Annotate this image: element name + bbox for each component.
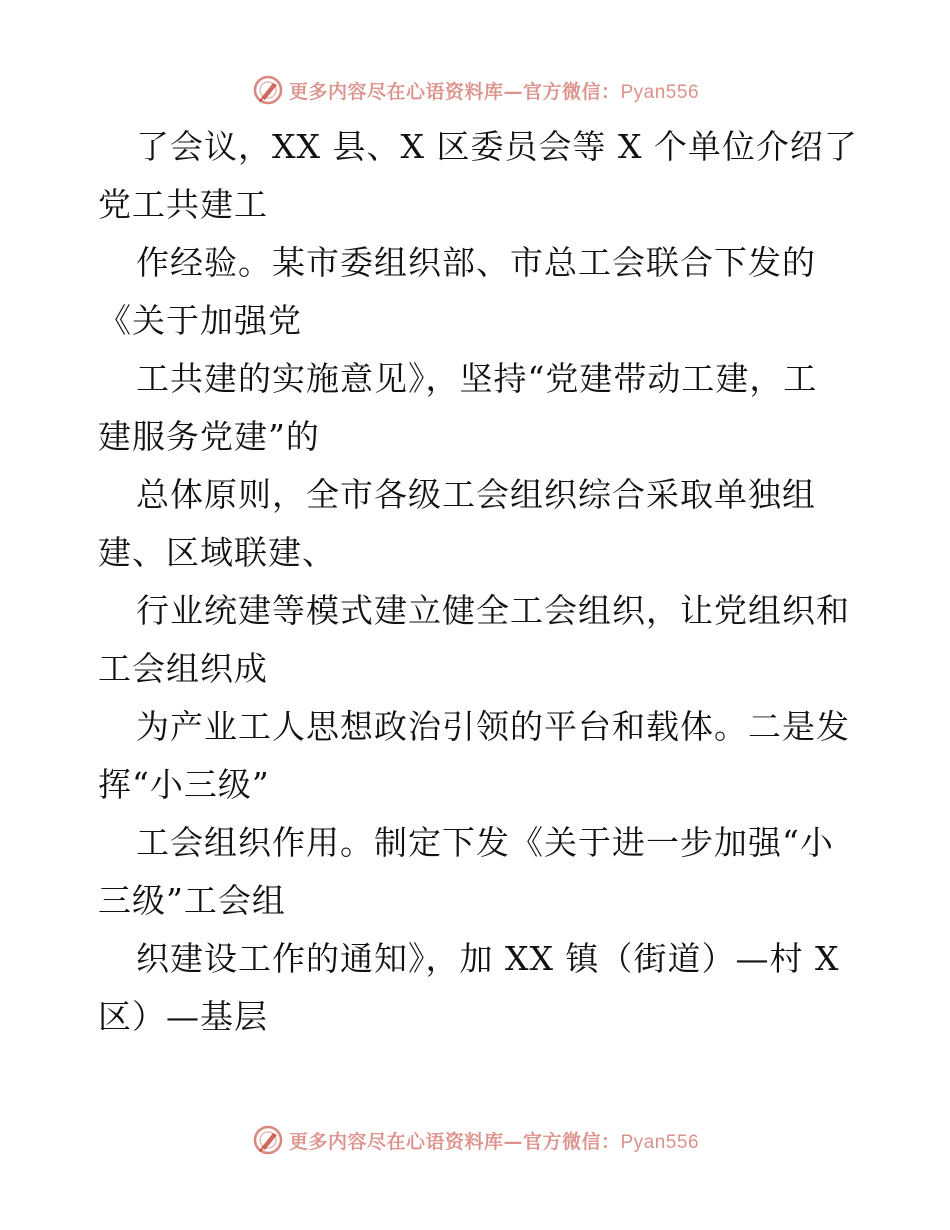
text-line: 作经验。某市委组织部、市总工会联合下发的 (136, 243, 816, 282)
text-line: 建服务党建”的 (98, 417, 320, 456)
quill-pen-seal-icon (251, 73, 285, 107)
quill-pen-seal-icon (251, 1123, 285, 1157)
text-line: 为产业工人思想政治引领的平台和载体。二是发 (136, 707, 850, 746)
watermark-text: 更多内容尽在心语资料库—官方微信： (288, 1130, 621, 1153)
text-line: 党工共建工 (98, 185, 268, 224)
watermark-text: 更多内容尽在心语资料库—官方微信： (288, 80, 621, 103)
text-line: 区）—基层 (98, 997, 268, 1036)
text-line: 建、区域联建、 (98, 533, 336, 572)
text-line: 工共建的实施意见》，坚持“党建带动工建，工 (136, 359, 818, 398)
text-line: 织建设工作的通知》，加 XX 镇（街道）—村 X (136, 939, 840, 978)
text-line: 挥“小三级” (98, 765, 270, 804)
text-line: 工会组织作用。制定下发《关于进一步加强“小 (136, 823, 834, 862)
header-watermark (0, 70, 950, 110)
text-line: 行业统建等模式建立健全工会组织，让党组织和 (136, 591, 850, 630)
document-body (98, 118, 858, 1046)
wechat-id: Pyan556 (620, 81, 700, 103)
text-line: 《关于加强党 (98, 301, 302, 340)
footer-watermark (0, 1120, 950, 1160)
text-line: 工会组织成 (98, 649, 268, 688)
text-line: 了会议，XX 县、X 区委员会等 X 个单位介绍了 (136, 127, 858, 166)
wechat-id: Pyan556 (620, 1131, 700, 1153)
text-line: 三级”工会组 (98, 881, 286, 920)
text-line: 总体原则，全市各级工会组织综合采取单独组 (136, 475, 816, 514)
